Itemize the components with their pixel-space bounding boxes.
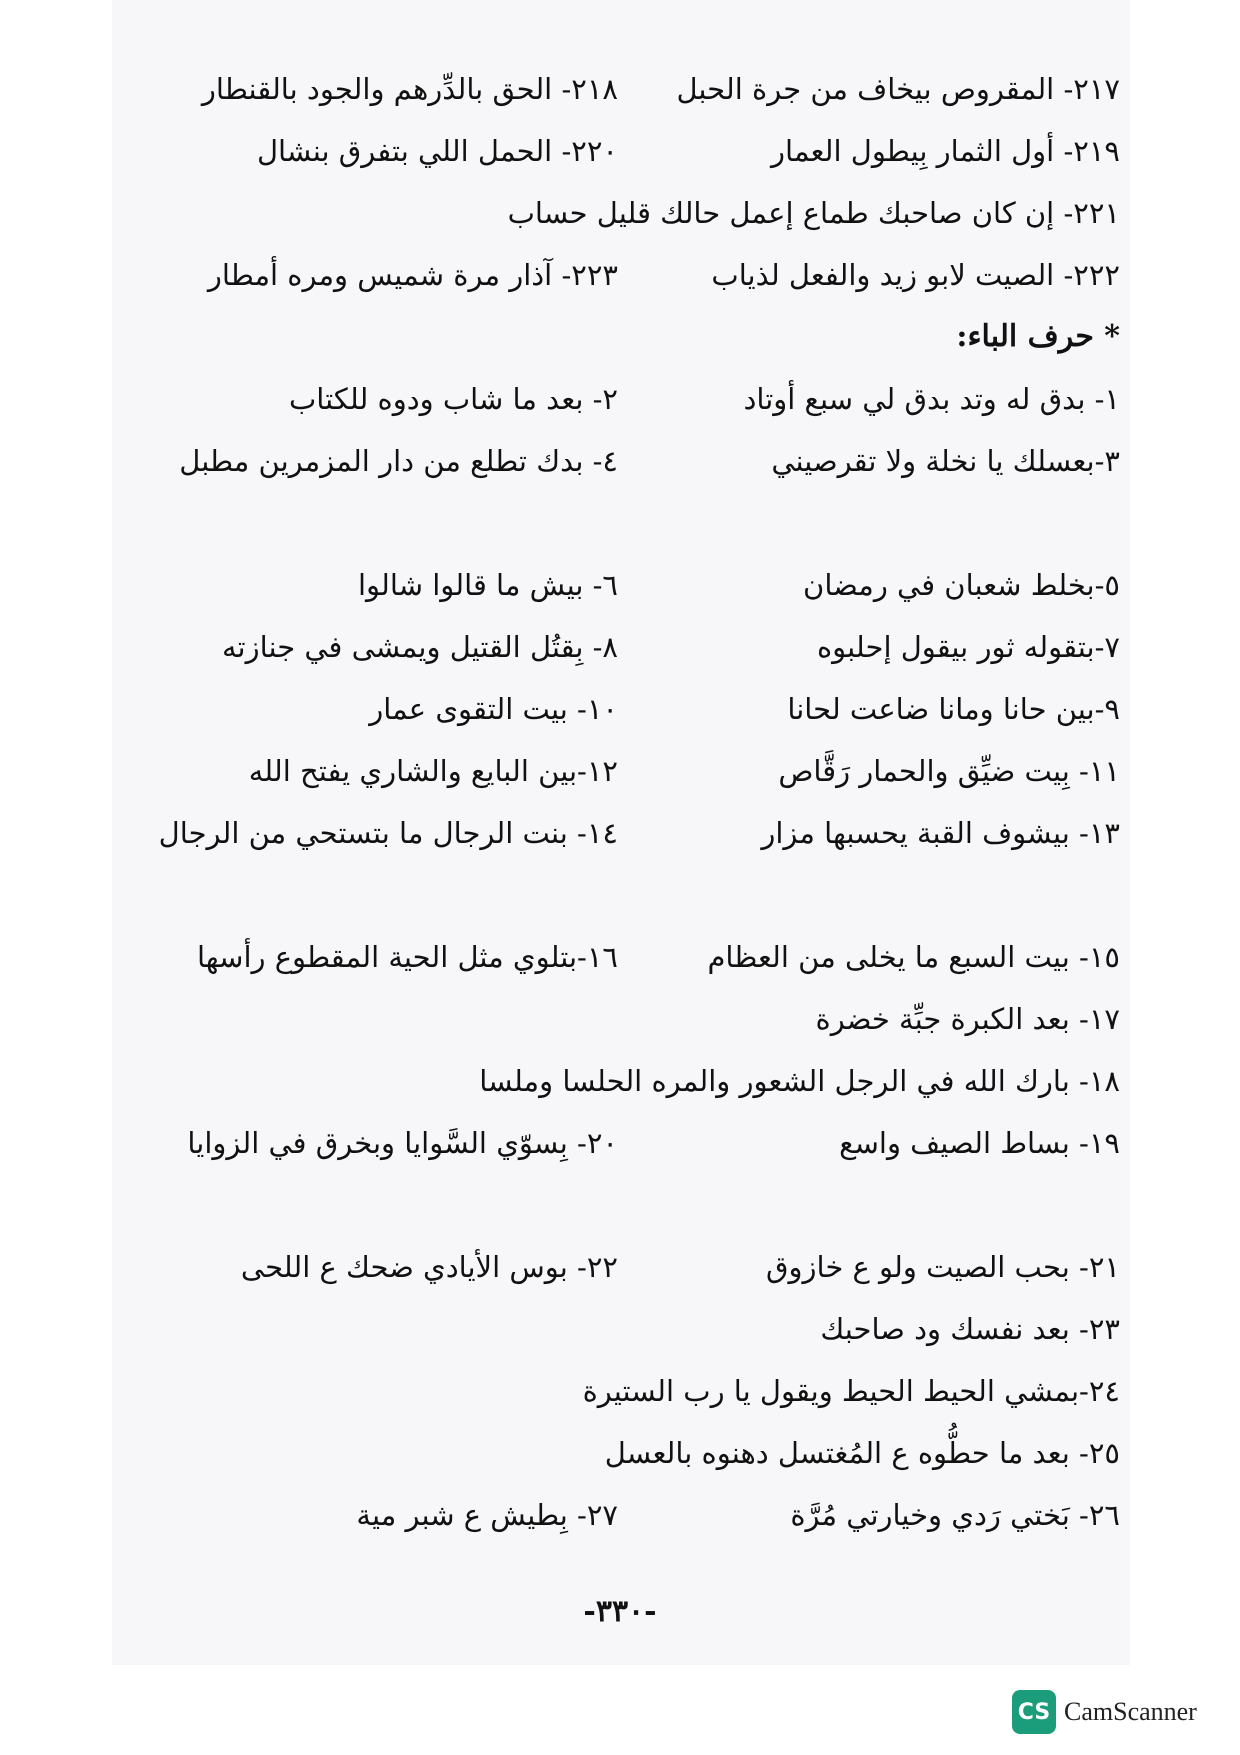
proverb-list [128, 58, 1120, 1546]
proverb-220: ٢٢٠- الحمل اللي بتفرق بنشال [256, 134, 618, 168]
camscanner-label: CamScanner [1064, 1697, 1197, 1726]
proverb-ba-7: ٧-بتقوله ثور بيقول إحلبوه [816, 630, 1120, 664]
list-row [128, 368, 1120, 430]
proverb-ba-17: ١٧- بعد الكبرة جبِّة خضرة [815, 1002, 1120, 1036]
list-row [128, 1484, 1120, 1546]
list-row [128, 306, 1120, 368]
camscanner-logo-icon: CS [1012, 1690, 1056, 1734]
proverb-ba-6: ٦- بيش ما قالوا شالوا [358, 568, 618, 602]
list-row [128, 988, 1120, 1050]
list-row [128, 802, 1120, 926]
proverb-ba-15: ١٥- بيت السبع ما يخلى من العظام [707, 940, 1120, 974]
proverb-ba-24: ٢٤-بمشي الحيط الحيط ويقول يا رب الستيرة [582, 1374, 1120, 1408]
list-row [128, 244, 1120, 306]
proverb-ba-21: ٢١- بحب الصيت ولو ع خازوق [766, 1250, 1120, 1284]
list-row [128, 926, 1120, 988]
proverb-222: ٢٢٢- الصيت لابو زيد والفعل لذياب [711, 258, 1120, 292]
proverb-ba-8: ٨- بِقتُل القتيل ويمشى في جنازته [221, 630, 618, 664]
list-row [128, 740, 1120, 802]
list-row [128, 1236, 1120, 1298]
proverb-ba-19: ١٩- بساط الصيف واسع [839, 1126, 1120, 1160]
list-row [128, 58, 1120, 120]
proverb-ba-16: ١٦-بتلوي مثل الحية المقطوع رأسها [196, 940, 618, 974]
proverb-ba-13: ١٣- بيشوف القبة يحسبها مزار [761, 816, 1120, 850]
proverb-221: ٢٢١- إن كان صاحبك طماع إعمل حالك قليل حساب [507, 196, 1120, 230]
list-row [128, 430, 1120, 554]
proverb-ba-11: ١١- بِيت ضيِّق والحمار رَقَّاص [778, 754, 1120, 788]
proverb-ba-10: ١٠- بيت التقوى عمار [369, 692, 618, 726]
page-number: -٣٣٠- [583, 1594, 657, 1629]
proverb-ba-5: ٥-بخلط شعبان في رمضان [803, 568, 1120, 602]
list-row [128, 182, 1120, 244]
proverb-ba-3: ٣-بعسلك يا نخلة ولا تقرصيني [771, 444, 1120, 478]
list-row [128, 554, 1120, 616]
list-row [128, 1298, 1120, 1360]
proverb-ba-18: ١٨- بارك الله في الرجل الشعور والمره الحلسا وملسا [479, 1064, 1120, 1098]
camscanner-watermark [1012, 1690, 1197, 1734]
list-row [128, 1422, 1120, 1484]
proverb-ba-9: ٩-بين حانا ومانا ضاعت لحانا [787, 692, 1120, 726]
proverb-ba-23: ٢٣- بعد نفسك ود صاحبك [820, 1312, 1120, 1346]
proverb-ba-20: ٢٠- بِسوّي السَّوايا وبخرق في الزوايا [187, 1126, 618, 1160]
proverb-ba-22: ٢٢- بوس الأيادي ضحك ع اللحى [240, 1250, 618, 1284]
list-row [128, 120, 1120, 182]
section-heading: * حرف الباء: [956, 319, 1120, 354]
proverb-219: ٢١٩- أول الثمار بِيطول العمار [771, 134, 1120, 168]
proverb-ba-4: ٤- بدك تطلع من دار المزمرين مطبل [179, 444, 618, 478]
list-row [128, 1112, 1120, 1236]
list-row [128, 678, 1120, 740]
proverb-223: ٢٢٣- آذار مرة شميس ومره أمطار [207, 258, 618, 292]
proverb-ba-1: ١- بدق له وتد بدق لي سبع أوتاد [743, 382, 1120, 416]
proverb-ba-26: ٢٦- بَختي رَدي وخيارتي مُرَّة [790, 1498, 1120, 1532]
proverb-ba-27: ٢٧- بِطيش ع شبر مية [356, 1498, 618, 1532]
list-row [128, 1360, 1120, 1422]
proverb-ba-14: ١٤- بنت الرجال ما بتستحي من الرجال [158, 816, 618, 850]
proverb-218: ٢١٨- الحق بالدِّرهم والجود بالقنطار [201, 72, 618, 106]
list-row [128, 616, 1120, 678]
proverb-ba-12: ١٢-بين البايع والشاري يفتح الله [248, 754, 618, 788]
list-row [128, 1050, 1120, 1112]
proverb-ba-2: ٢- بعد ما شاب ودوه للكتاب [288, 382, 618, 416]
proverb-217: ٢١٧- المقروص بيخاف من جرة الحبل [676, 72, 1120, 106]
proverb-ba-25: ٢٥- بعد ما حطُّوه ع المُغتسل دهنوه بالعسل [604, 1436, 1120, 1470]
